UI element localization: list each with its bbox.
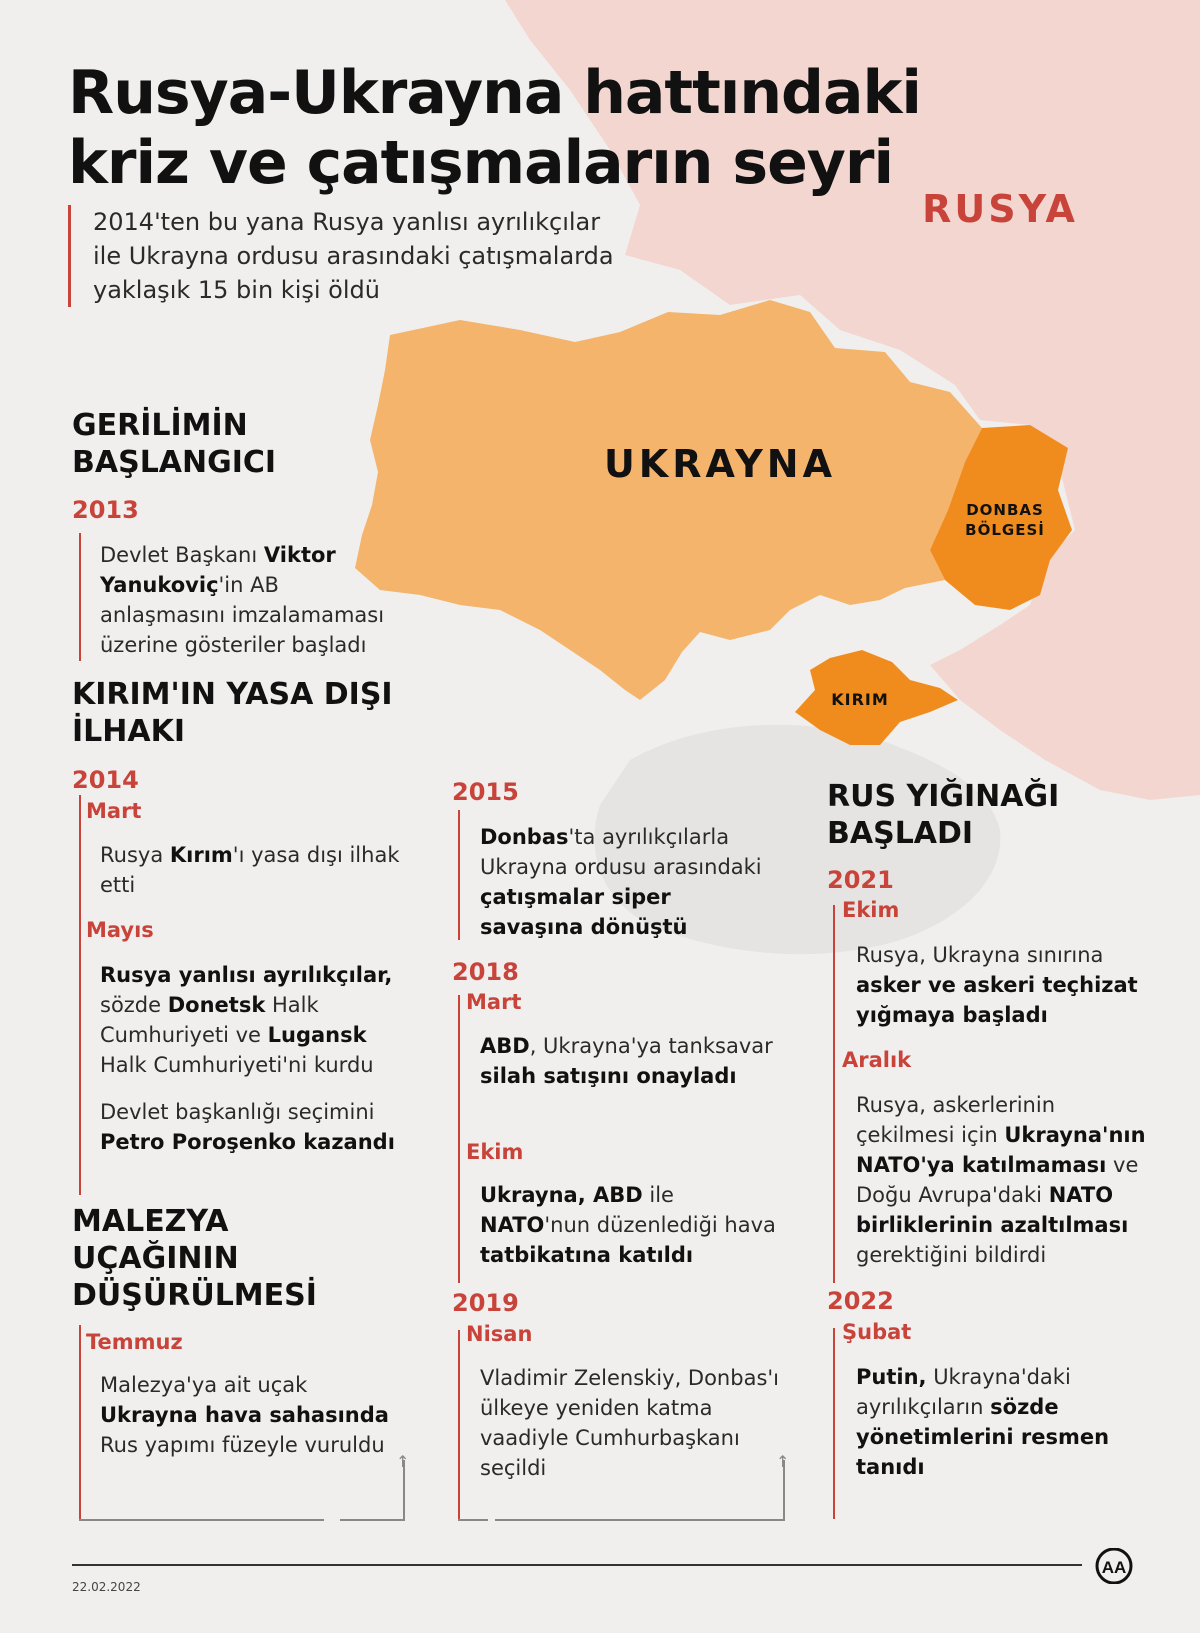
month-mart-2014: Mart bbox=[86, 799, 142, 823]
year-2015: 2015 bbox=[452, 778, 519, 806]
event-ekim-2021: Rusya, Ukrayna sınırına asker ve askeri teçhizat yığmaya başladı bbox=[856, 943, 1138, 1027]
event-ekim-2018: Ukrayna, ABD ile NATO'nun düzenlediği hava tatbikatına katıldı bbox=[480, 1183, 776, 1267]
event-nisan-2019: Vladimir Zelenskiy, Donbas'ı ülkeye yeniden katma vaadiyle Cumhurbaşkanı seçildi bbox=[480, 1366, 779, 1480]
section-heading-crimea-annexation: KIRIM'IN YASA DIŞI İLHAKI bbox=[72, 677, 393, 749]
event-mart-2014: Rusya Kırım'ı yasa dışı ilhak etti bbox=[100, 843, 400, 897]
page-title: Rusya-Ukrayna hattındaki kriz ve çatışmaların seyri bbox=[68, 58, 921, 198]
aa-logo-icon bbox=[1092, 1548, 1136, 1584]
month-ekim-2018: Ekim bbox=[466, 1140, 524, 1164]
event-mayis-2014-1: Rusya yanlısı ayrılıkçılar, sözde Donetsk Halk Cumhuriyeti ve Lugansk Halk Cumhuriyeti'ni kurdu bbox=[100, 963, 393, 1077]
event-subat-2022: Putin, Ukrayna'daki ayrılıkçıların sözde yönetimlerini resmen tanıdı bbox=[856, 1365, 1110, 1479]
year-2021: 2021 bbox=[827, 866, 894, 894]
timeline-line-2014 bbox=[79, 795, 81, 1195]
footer-rule bbox=[72, 1564, 1082, 1566]
timeline-line-2019 bbox=[458, 1330, 460, 1519]
connector-line bbox=[495, 1519, 785, 1521]
timeline-line-2013 bbox=[79, 533, 81, 661]
month-mayis-2014: Mayıs bbox=[86, 918, 154, 942]
year-2019: 2019 bbox=[452, 1289, 519, 1317]
logo-text: AA bbox=[1101, 1558, 1127, 1577]
month-subat-2022: Şubat bbox=[842, 1320, 912, 1344]
event-temmuz: Malezya'ya ait uçak Ukrayna hava sahasında Rus yapımı füzeyle vuruldu bbox=[100, 1373, 389, 1457]
year-2022: 2022 bbox=[827, 1287, 894, 1315]
event-2015: Donbas'ta ayrılıkçılarla Ukrayna ordusu arasındaki çatışmalar siper savaşına dönüştü bbox=[480, 825, 762, 939]
timeline-line-2022 bbox=[833, 1328, 835, 1519]
timeline-line-2021 bbox=[833, 905, 835, 1283]
year-2014: 2014 bbox=[72, 766, 139, 794]
connector-line bbox=[79, 1519, 324, 1521]
map-label-donbas: DONBAS BÖLGESİ bbox=[965, 501, 1045, 539]
timeline-line-temmuz bbox=[79, 1325, 81, 1519]
timeline-line-2015 bbox=[458, 810, 460, 940]
timeline-line-2018 bbox=[458, 995, 460, 1283]
map-label-crimea: KIRIM bbox=[831, 690, 889, 709]
connector-line bbox=[458, 1519, 488, 1521]
year-2013: 2013 bbox=[72, 496, 139, 524]
month-aralik-2021: Aralık bbox=[842, 1048, 912, 1072]
section-heading-malaysia-plane: MALEZYA UÇAĞININ DÜŞÜRÜLMESİ bbox=[72, 1204, 317, 1313]
connector-line bbox=[340, 1519, 405, 1521]
event-2013: Devlet Başkanı Viktor Yanukoviç'in AB anlaşmasını imzalamaması üzerine gösteriler başladı bbox=[100, 543, 385, 657]
section-heading-tension-start: GERİLİMİN BAŞLANGICI bbox=[72, 408, 277, 480]
publication-date: 22.02.2022 bbox=[72, 1580, 141, 1594]
event-aralik-2021: Rusya, askerlerinin çekilmesi için Ukrayna'nın NATO'ya katılmaması ve Doğu Avrupa'daki NATO birliklerinin azaltılması gerektiğini bildirdi bbox=[856, 1093, 1146, 1267]
month-temmuz: Temmuz bbox=[86, 1330, 183, 1354]
month-nisan-2019: Nisan bbox=[466, 1322, 533, 1346]
subtitle: 2014'ten bu yana Rusya yanlısı ayrılıkçılar ile Ukrayna ordusu arasındaki çatışmalarda yaklaşık 15 bin kişi öldü bbox=[68, 205, 693, 307]
event-mart-2018: ABD, Ukrayna'ya tanksavar silah satışını onayladı bbox=[480, 1034, 773, 1088]
month-mart-2018: Mart bbox=[466, 990, 522, 1014]
month-ekim-2021: Ekim bbox=[842, 898, 900, 922]
arrow-up-icon: ↑ bbox=[396, 1452, 410, 1471]
section-heading-russian-buildup: RUS YIĞINAĞI BAŞLADI bbox=[827, 779, 1060, 851]
year-2018: 2018 bbox=[452, 958, 519, 986]
arrow-up-icon: ↑ bbox=[776, 1452, 790, 1471]
map-label-ukraine: UKRAYNA bbox=[603, 442, 837, 486]
event-mayis-2014-2: Devlet başkanlığı seçimini Petro Poroşenko kazandı bbox=[100, 1100, 395, 1154]
map-label-russia: RUSYA bbox=[922, 187, 1078, 231]
